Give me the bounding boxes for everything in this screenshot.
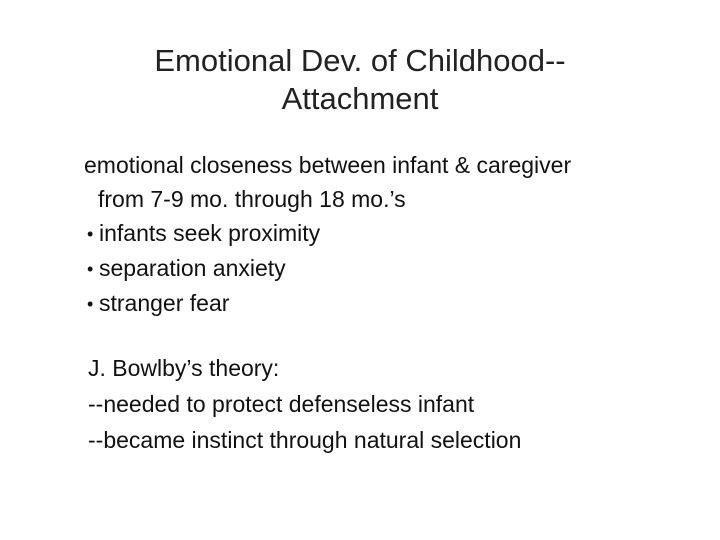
- bullet-text: stranger fear: [99, 290, 230, 316]
- intro-line-1: emotional closeness between infant & caregiver: [84, 152, 572, 178]
- bullet-icon: •: [87, 294, 94, 314]
- attachment-definition: [84, 148, 704, 321]
- theory-point: --needed to protect defenseless infant: [88, 391, 475, 417]
- list-item: [84, 286, 704, 321]
- bullet-text: separation anxiety: [99, 255, 286, 281]
- intro-line-2: from 7-9 mo. through 18 mo.’s: [98, 186, 406, 212]
- slide-title: [0, 42, 720, 118]
- title-line-2: Attachment: [281, 81, 439, 116]
- list-item: [84, 251, 704, 286]
- bullet-text: infants seek proximity: [99, 220, 321, 246]
- theory-heading: J. Bowlby’s theory:: [88, 355, 280, 381]
- bowlby-theory: [88, 350, 708, 458]
- bullet-icon: •: [87, 259, 94, 279]
- bullet-icon: •: [87, 224, 94, 244]
- bullet-list: [84, 216, 704, 321]
- list-item: [84, 216, 704, 251]
- theory-point: --became instinct through natural selection: [88, 427, 522, 453]
- title-line-1: Emotional Dev. of Childhood--: [154, 43, 566, 78]
